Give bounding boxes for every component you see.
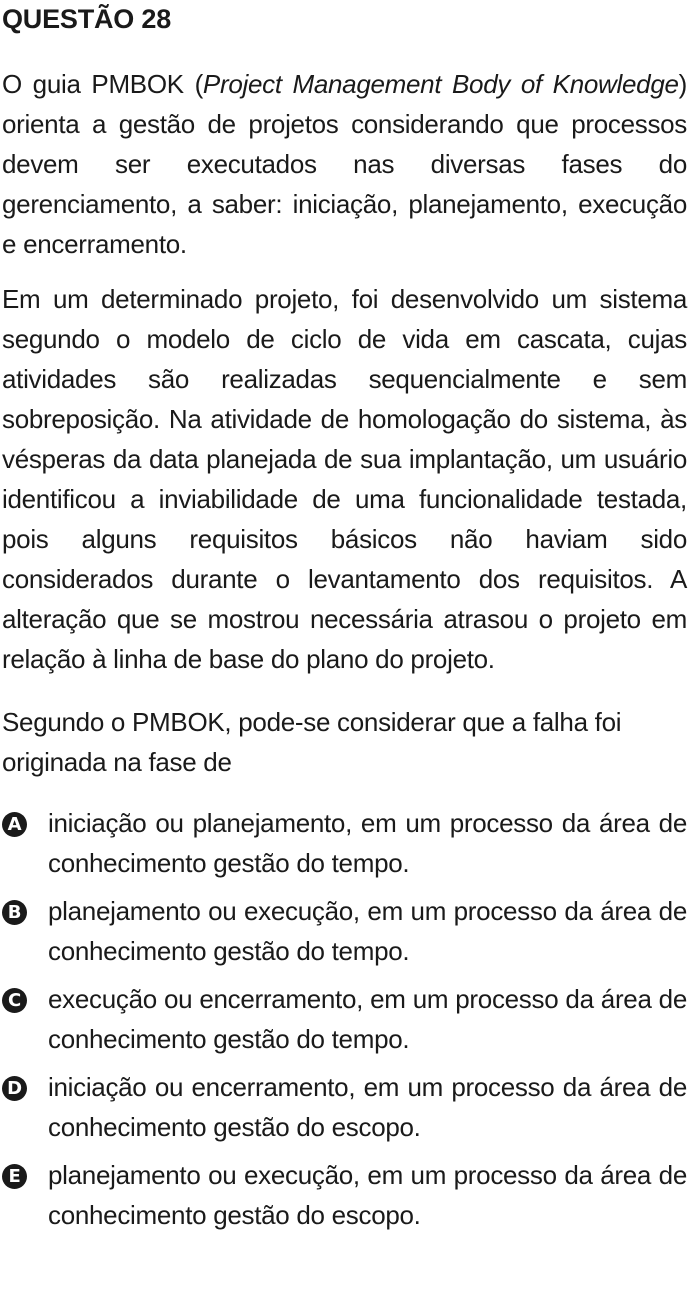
intro-suffix: ) orienta a gestão de projetos considerando que processos devem ser executados nas diversas fases do gerenciamento, a saber: iniciação, planejamento, execução e encerramento. — [2, 69, 687, 259]
prompt-paragraph: Segundo o PMBOK, pode-se considerar que a falha foi originada na fase de — [2, 707, 622, 777]
option-b-letter-badge: B — [2, 900, 27, 925]
option-e[interactable] — [2, 1155, 687, 1235]
option-d[interactable] — [2, 1067, 687, 1147]
option-b-text: planejamento ou execução, em um processo da área de conhecimento gestão do tempo. — [48, 896, 687, 966]
option-c-text: execução ou encerramento, em um processo da área de conhecimento gestão do tempo. — [48, 984, 687, 1054]
intro-prefix: O guia PMBOK ( — [2, 69, 203, 99]
scenario-paragraph: Em um determinado projeto, foi desenvolvido um sistema segundo o modelo de ciclo de vida em cascata, cujas atividades são realizadas sequencialmente e sem sobreposição. Na atividade de homologação do sistema, às vésperas da data planejada de sua implantação, um usuário identificou a inviabilidade de uma funcionalidade testada, pois alguns requisitos básicos não haviam sido considerados durante o levantamento dos requisitos. A alteração que se mostrou necessária atrasou o projeto em relação à linha de base do plano do projeto. — [2, 284, 687, 674]
option-e-text: planejamento ou execução, em um processo da área de conhecimento gestão do escopo. — [48, 1160, 687, 1230]
question-title: QUESTÃO 28 — [2, 4, 172, 34]
option-b[interactable] — [2, 891, 687, 971]
option-c[interactable] — [2, 979, 687, 1059]
option-c-letter-badge: C — [2, 988, 27, 1013]
option-d-text: iniciação ou encerramento, em um processo da área de conhecimento gestão do escopo. — [48, 1072, 687, 1142]
answer-options — [2, 803, 687, 1235]
option-a-text: iniciação ou planejamento, em um processo da área de conhecimento gestão do tempo. — [48, 808, 687, 878]
option-d-letter-badge: D — [2, 1076, 27, 1101]
option-a-letter-badge: A — [2, 812, 27, 837]
option-a[interactable] — [2, 803, 687, 883]
option-e-letter-badge: E — [2, 1164, 27, 1189]
intro-italic-term: Project Management Body of Knowledge — [202, 69, 679, 99]
intro-paragraph — [2, 64, 687, 264]
